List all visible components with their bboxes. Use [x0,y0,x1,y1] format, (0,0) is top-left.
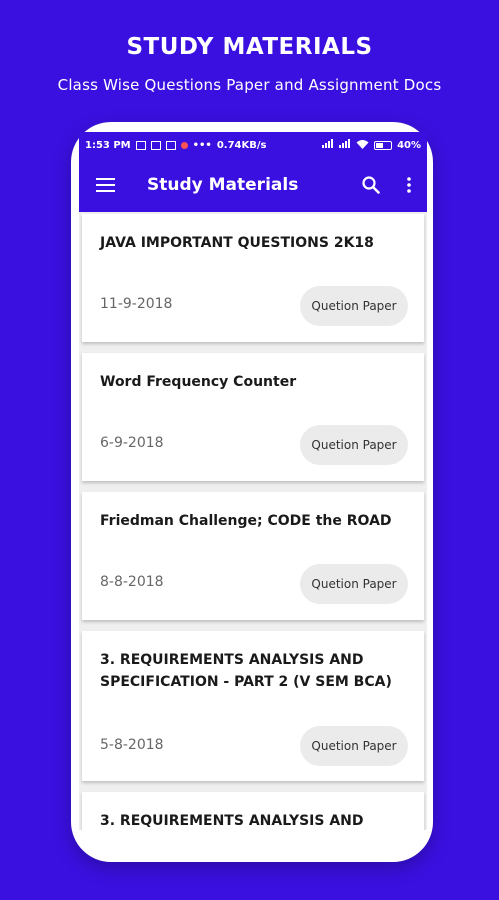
wifi-icon [356,139,369,152]
item-title: Word Frequency Counter [100,374,297,390]
notification-icon [166,141,176,150]
promo-title: STUDY MATERIALS [126,34,373,60]
signal-icon [322,139,334,151]
menu-button[interactable] [79,158,131,212]
list-item[interactable] [82,214,424,342]
list-item[interactable] [82,792,424,830]
battery-level: 40% [397,139,421,151]
search-icon [362,176,380,194]
list-item[interactable] [82,492,424,620]
phone-screen [79,132,427,830]
status-bar [79,132,427,158]
question-paper-tag[interactable]: Quetion Paper [300,726,408,766]
hamburger-menu-icon [96,178,115,192]
question-paper-tag[interactable]: Quetion Paper [300,425,408,465]
record-icon [181,142,188,149]
item-date: 11-9-2018 [100,296,173,312]
item-date: 8-8-2018 [100,574,164,590]
item-date: 5-8-2018 [100,737,164,753]
network-speed: 0.74KB/s [216,139,267,151]
notification-icon [151,141,161,150]
more-options-button[interactable] [391,158,427,212]
status-time: 1:53 PM [85,139,131,151]
question-paper-tag[interactable]: Quetion Paper [300,286,408,326]
item-title: Friedman Challenge; CODE the ROAD [100,513,392,529]
app-bar [79,158,427,212]
question-paper-tag[interactable]: Quetion Paper [300,564,408,604]
item-title: 3. REQUIREMENTS ANALYSIS AND SPECIFICATION - PART 2 (V SEM BCA) [100,652,392,690]
search-button[interactable] [351,158,391,212]
app-title: Study Materials [147,175,299,195]
list-item[interactable] [82,631,424,781]
promo-subtitle: Class Wise Questions Paper and Assignment Docs [57,76,442,94]
item-date: 6-9-2018 [100,435,164,451]
more-vertical-icon [407,177,411,193]
list-item[interactable] [82,353,424,481]
item-title: 3. REQUIREMENTS ANALYSIS AND [100,813,364,829]
battery-icon [374,141,392,150]
more-notifications-icon: ••• [192,139,212,151]
signal-icon [339,139,351,151]
item-title: JAVA IMPORTANT QUESTIONS 2K18 [100,235,374,251]
notification-icon [136,141,146,150]
